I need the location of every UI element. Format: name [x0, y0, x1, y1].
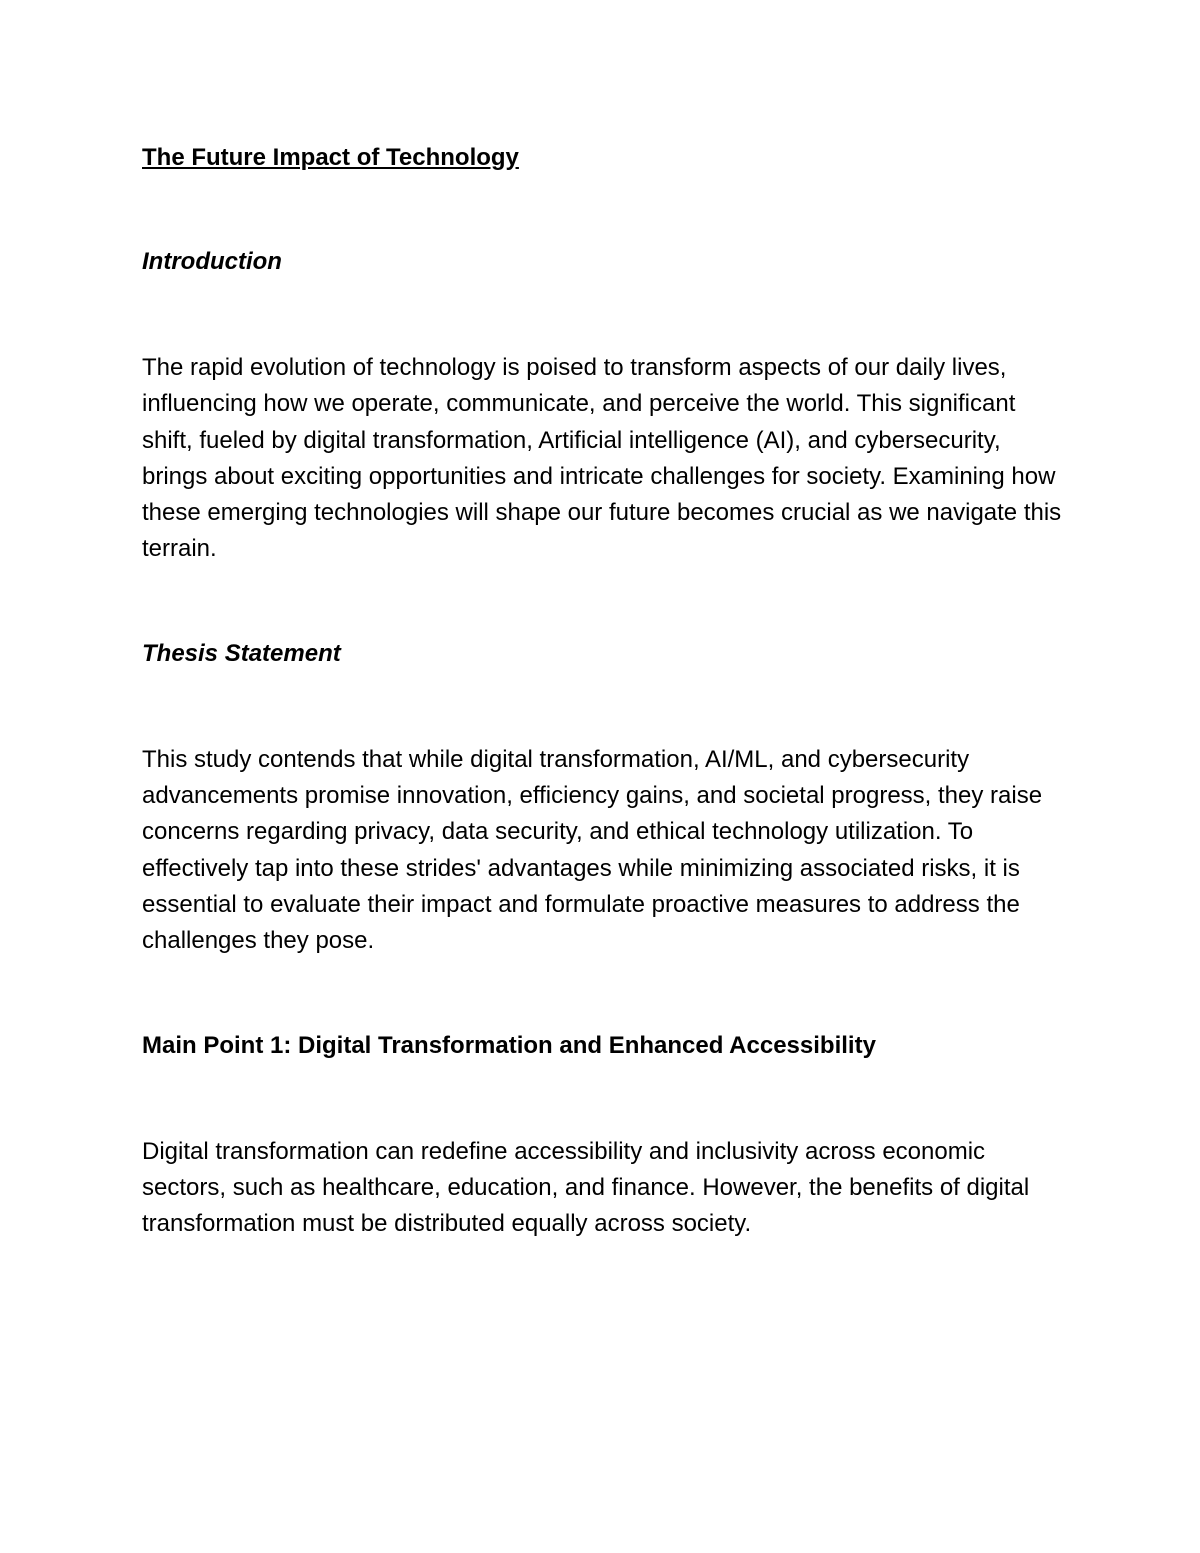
- thesis-statement-heading: Thesis Statement: [142, 639, 341, 667]
- main-point-1-heading: Main Point 1: Digital Transformation and Enhanced Accessibility: [142, 1031, 876, 1059]
- document-content: [142, 140, 1062, 1242]
- document-title: The Future Impact of Technology: [142, 144, 519, 171]
- main-point-1-paragraph: Digital transformation can redefine accessibility and inclusivity across economic sectors, such as healthcare, education, and finance. However, the benefits of digital transformation must be distributed equally across society.: [142, 1137, 1030, 1238]
- introduction-paragraph: The rapid evolution of technology is poised to transform aspects of our daily lives, influencing how we operate, communicate, and perceive the world. This significant shift, fueled by digital transformation, Artificial intelligence (AI), and cybersecurity, brings about exciting opportunities and intricate challenges for society. Examining how these emerging technologies will shape our future becomes crucial as we navigate this terrain.: [142, 354, 1062, 563]
- thesis-statement-paragraph: This study contends that while digital transformation, AI/ML, and cybersecurity advancements promise innovation, efficiency gains, and societal progress, they raise concerns regarding privacy, data security, and ethical technology utilization. To effectively tap into these strides' advantages while minimizing associated risks, it is essential to evaluate their impact and formulate proactive measures to address the challenges they pose.: [142, 745, 1043, 955]
- introduction-heading: Introduction: [142, 248, 282, 275]
